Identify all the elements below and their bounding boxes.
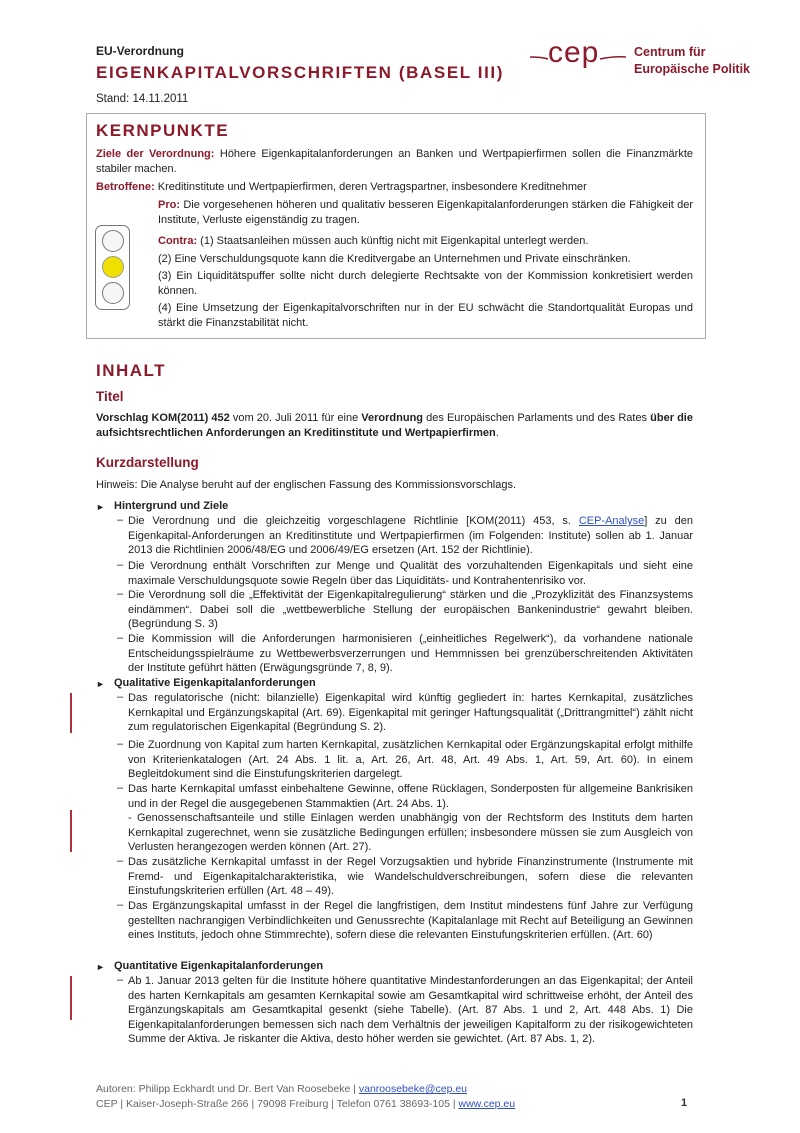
document-title: EIGENKAPITALVORSCHRIFTEN (BASEL III) (96, 63, 505, 82)
traffic-light-red-lamp (102, 230, 124, 252)
change-marker (70, 693, 72, 733)
dash-icon: – (117, 588, 124, 600)
quantitative-item-1: Ab 1. Januar 2013 gelten für die Institute höhere quantitative Mindestanforderungen an das Eigenkapital; der Anteil des harten Kernkapitals am gesamten Kernkapital sowie am Gesamtkapital wird schrittweise erhöht, der Anteil des Ergänzungskapitals am Gesamtkapital gesenkt (siehe Tabelle). (Art. 87 Abs. 1 und 2, Art. 448 Abs. 1) Die Eigenkapitalanforderungen bemessen sich nach dem Verhältnis der jeweiligen Kapitalform zu der risikogewichteten Summe der Aktiva. Je riskanter die Aktiva, desto höher werden sie gewichtet. (Art. 87 Abs. 1, 2). (128, 975, 693, 1045)
qualitative-item-3: Das harte Kernkapital umfasst einbehaltene Gewinne, offene Rücklagen, Sonderposten für allgemeine Bankrisiken und in der Regel die ausgegebenen Stammaktien (Art. 24 Abs. 1). (128, 783, 693, 810)
qualitative-item-1: Das regulatorische (nicht: bilanzielle) Eigenkapital wird künftig gegliedert in: hartes Kernkapital, zusätzliches Kernkapital und Ergänzungskapital (Art. 69). Eigenkapital mit geringer Haftungsqualität („Drittrangmittel“) zählt nicht zum regulatorischen Eigenkapital (Begründung S. 2). (128, 692, 693, 733)
section-background-title: Hintergrund und Ziele (114, 500, 229, 512)
website-link[interactable]: www.cep.eu (458, 1098, 516, 1110)
dash-icon: – (117, 974, 124, 986)
page-number: 1 (681, 1097, 688, 1109)
background-item-2: Die Verordnung enthält Vorschriften zur Menge und Qualität des vorzuhaltenden Eigenkapitals und sieht eine maximale Verschuldungsquote sowie Regeln über das Liquiditäts- und Kontrahentenrisiko vor. (128, 560, 693, 587)
qualitative-item-3-sub: - Genossenschaftsanteile und stille Einlagen werden unabhängig von der Rechtsform des Instituts dem harten Kernkapital zugerechnet, wenn sie zusätzliche Bedingungen erfüllen; insbesondere müssen sie zum Ausgleich von Verlusten herangezogen werden können (Art. 27). (128, 812, 693, 853)
title-heading: Titel (96, 389, 124, 404)
key-points-heading: KERNPUNKTE (96, 121, 230, 140)
organization-name-line2: Europäische Politik (634, 62, 751, 76)
section-qualitative-title: Qualitative Eigenkapitalanforderungen (114, 677, 316, 689)
dash-icon: – (117, 691, 124, 703)
cep-logo-text: cep (548, 36, 600, 69)
traffic-light-green-lamp (102, 282, 124, 304)
document-date: Stand: 14.11.2011 (96, 93, 189, 105)
dash-icon: – (117, 782, 124, 794)
summary-heading: Kurzdarstellung (96, 455, 199, 470)
background-item-3: Die Verordnung soll die „Effektivität der Eigenkapitalregulierung“ stärken und die „Prozyklizität des Finanzsystems eindämmen“. Dabei soll die „wettbewerbliche Stellung der europäischen Bankenindustrie“ gewahrt bleiben. (Begründung S. 3) (128, 589, 693, 630)
author-email-link[interactable]: vanroosebeke@cep.eu (358, 1083, 468, 1095)
section-arrow-icon: ► (96, 962, 105, 972)
qualitative-item-5: Das Ergänzungskapital umfasst in der Regel die langfristigen, dem Institut mindestens fünf Jahre zur Verfügung gestellten nachrangigen Verbindlichkeiten und Genussrechte (Kapitalanlage mit Recht auf Beteiligung an Gewinnen eines Instituts, jedoch ohne Stimmrechte), sofern diese die relevanten Einstufungskriterien erfüllen. (Art. 60) (128, 900, 693, 941)
background-item-1: Die Verordnung und die gleichzeitig vorgeschlagene Richtlinie [KOM(2011) 453, s. CEP-Analyse] zu den Eigenkapital-Anforderungen an Kreditinstitute und Wertpapierfirmen (im Folgenden: Institute) sollen ab 1. Januar 2013 die Richtlinien 2006/48/EG und 2006/49/EG ersetzen (Art. 152 der Richtlinie). (128, 515, 693, 556)
change-marker (70, 976, 72, 1020)
footer-address: CEP | Kaiser-Joseph-Straße 266 | 79098 Freiburg | Telefon 0761 38693-105 | www.cep.eu (96, 1098, 516, 1110)
dash-icon: – (117, 632, 124, 644)
change-marker (70, 810, 72, 852)
section-arrow-icon: ► (96, 679, 105, 689)
organization-name-line1: Centrum für (634, 45, 706, 59)
document-type: EU-Verordnung (96, 44, 185, 58)
analysis-note: Hinweis: Die Analyse beruht auf der englischen Fassung des Kommissionsvorschlags. (96, 479, 517, 491)
background-item-4: Die Kommission will die Anforderungen harmonisieren („einheitliches Regelwerk“), da vorhandene nationale Entscheidungsspielräume zu Wettbewerbsverzerrungen und Hemmnissen bei grenzüberschreitenden Aktivitäten der Institute geführt hätten (Erwägungsgründe 7, 8, 9). (128, 633, 693, 674)
section-arrow-icon: ► (96, 502, 105, 512)
key-points-contra: Contra: (1) Staatsanleihen müssen auch künftig nicht mit Eigenkapital unterlegt werden. (2) Eine Verschuldungsquote kann die Kreditvergabe an Unternehmen und Private einschränken. (3) Ein Liquiditätspuffer sollte nicht durch delegierte Rechtsakte von der Kommission konkretisiert werden können. (4) Eine Umsetzung der Eigenkapitalvorschriften nur in der EU schwächt die Standortqualität Europas und stärkt die Finanzstabilität nicht. (158, 235, 693, 329)
dash-icon: – (117, 514, 124, 526)
key-points-pro: Pro: Die vorgesehenen höheren und qualitativ besseren Eigenkapitalanforderungen stärken die Fähigkeit der Institute, Verluste eigenständig zu tragen. (158, 199, 693, 226)
footer (96, 1082, 515, 1112)
section-quantitative-title: Quantitative Eigenkapitalanforderungen (114, 960, 324, 972)
dash-icon: – (117, 899, 124, 911)
dash-icon: – (117, 855, 124, 867)
key-points-affected: Betroffene: Kreditinstitute und Wertpapierfirmen, deren Vertragspartner, insbesondere Kreditnehmer (96, 181, 587, 193)
traffic-light-yellow-lamp (102, 256, 124, 278)
footer-authors: Autoren: Philipp Eckhardt und Dr. Bert Van Roosebeke | vanroosebeke@cep.eu (96, 1083, 468, 1095)
key-points-aims: Ziele der Verordnung: Höhere Eigenkapitalanforderungen an Banken und Wertpapierfirmen sollen die Finanzmärkte stabiler machen. (96, 148, 693, 175)
qualitative-item-2: Die Zuordnung von Kapital zum harten Kernkapital, zusätzlichen Kernkapital oder Ergänzungskapital erfolgt mithilfe von Kriterienkatalogen (Art. 24 Abs. 1 lit. a, Art. 26, Art. 48, Art. 49 Abs. 1, Art. 59, Art. 60). In einem Begleitdokument sind die Einstufungskriterien dargelegt. (128, 739, 693, 780)
qualitative-item-4: Das zusätzliche Kernkapital umfasst in der Regel Vorzugsaktien und hybride Finanzinstrumente (Instrumente mit Fremd- und Eigenkapitalcharakteristika, wie Wandelschuldverschreibungen, sofern diese die relevanten Einstufungskriterien erfüllen (Art. 48 – 49). (128, 856, 693, 897)
dash-icon: – (117, 559, 124, 571)
organization-name (634, 44, 750, 78)
cep-analysis-link[interactable]: CEP-Analyse (578, 515, 645, 527)
dash-icon: – (117, 738, 124, 750)
traffic-light-icon (95, 225, 130, 310)
content-heading: INHALT (96, 361, 167, 380)
proposal-title: Vorschlag KOM(2011) 452 vom 20. Juli 2011 für eine Verordnung des Europäischen Parlaments und des Rates über die aufsichtsrechtlichen Anforderungen an Kreditinstitute und Wertpapierfirmen. (96, 412, 693, 439)
